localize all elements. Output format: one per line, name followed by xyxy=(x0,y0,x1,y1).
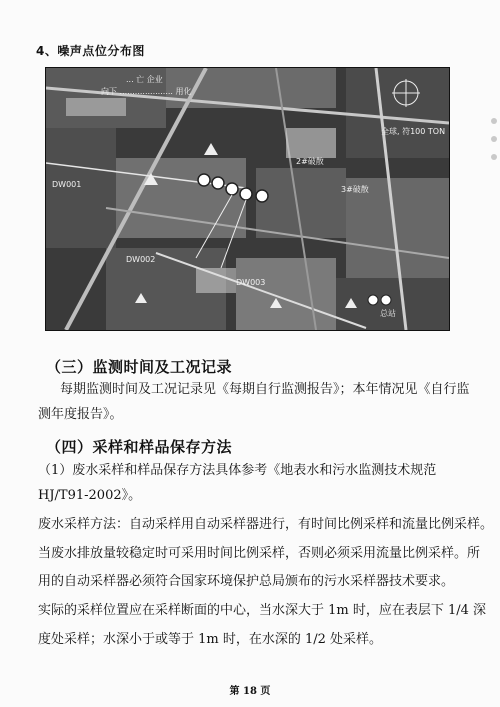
map-label-dw001: DW001 xyxy=(52,180,82,189)
section-heading-noise-map: 4、噪声点位分布图 xyxy=(36,44,145,58)
sampling-line-1: （1）废水采样和样品保存方法具体参考《地表水和污水监测技术规范 xyxy=(38,463,437,478)
map-top-text-2: 向下 ..................... 用化 xyxy=(101,87,192,96)
section-heading-monitoring-time: （三）监测时间及工况记录 xyxy=(46,358,233,376)
section-heading-sampling: （四）采样和样品保存方法 xyxy=(46,438,233,456)
noise-point-marker xyxy=(212,177,224,189)
binding-mark xyxy=(491,136,497,142)
map-label-3: 3#破散 xyxy=(341,185,369,194)
noise-point-marker xyxy=(256,190,268,202)
binding-mark xyxy=(491,154,497,160)
noise-point-marker xyxy=(240,188,252,200)
noise-point-marker xyxy=(226,183,238,195)
map-label-dw003: DW003 xyxy=(236,278,266,287)
map-label-bottom-right: 总站 xyxy=(380,309,396,318)
noise-monitoring-map xyxy=(45,67,450,331)
binding-mark xyxy=(491,118,497,124)
map-top-text-1: ... 亡 企业 xyxy=(126,75,163,84)
map-label-2: 2#破散 xyxy=(296,157,324,166)
sampling-line-2: HJ/T91-2002》。 xyxy=(38,488,142,503)
monitoring-time-line-1: 每期监测时间及工况记录见《每期自行监测报告》；本年情况见《自行监 xyxy=(60,382,470,397)
map-label-dw002: DW002 xyxy=(126,255,156,264)
sampling-line-5: 用的自动采样器必须符合国家环境保护总局颁布的污水采样器技术要求。 xyxy=(38,574,455,589)
noise-point-marker xyxy=(198,174,210,186)
monitoring-time-line-2: 测年度报告》。 xyxy=(38,407,123,422)
map-graphic xyxy=(46,68,449,330)
sampling-line-4: 当废水排放量较稳定时可采用时间比例采样，否则必须采用流量比例采样。所 xyxy=(38,546,481,561)
sampling-line-3: 废水采样方法：自动采样用自动采样器进行，有时间比例采样和流量比例采样。 xyxy=(38,517,494,532)
page-number: 第 18 页 xyxy=(229,686,271,697)
sampling-line-7: 度处采样；水深小于或等于 1m 时，在水深的 1/2 处采样。 xyxy=(38,632,383,647)
map-label-scale: 全球, 符100 TON xyxy=(381,127,446,136)
sampling-line-6: 实际的采样位置应在采样断面的中心，当水深大于 1m 时，应在表层下 1/4 深 xyxy=(38,603,487,618)
